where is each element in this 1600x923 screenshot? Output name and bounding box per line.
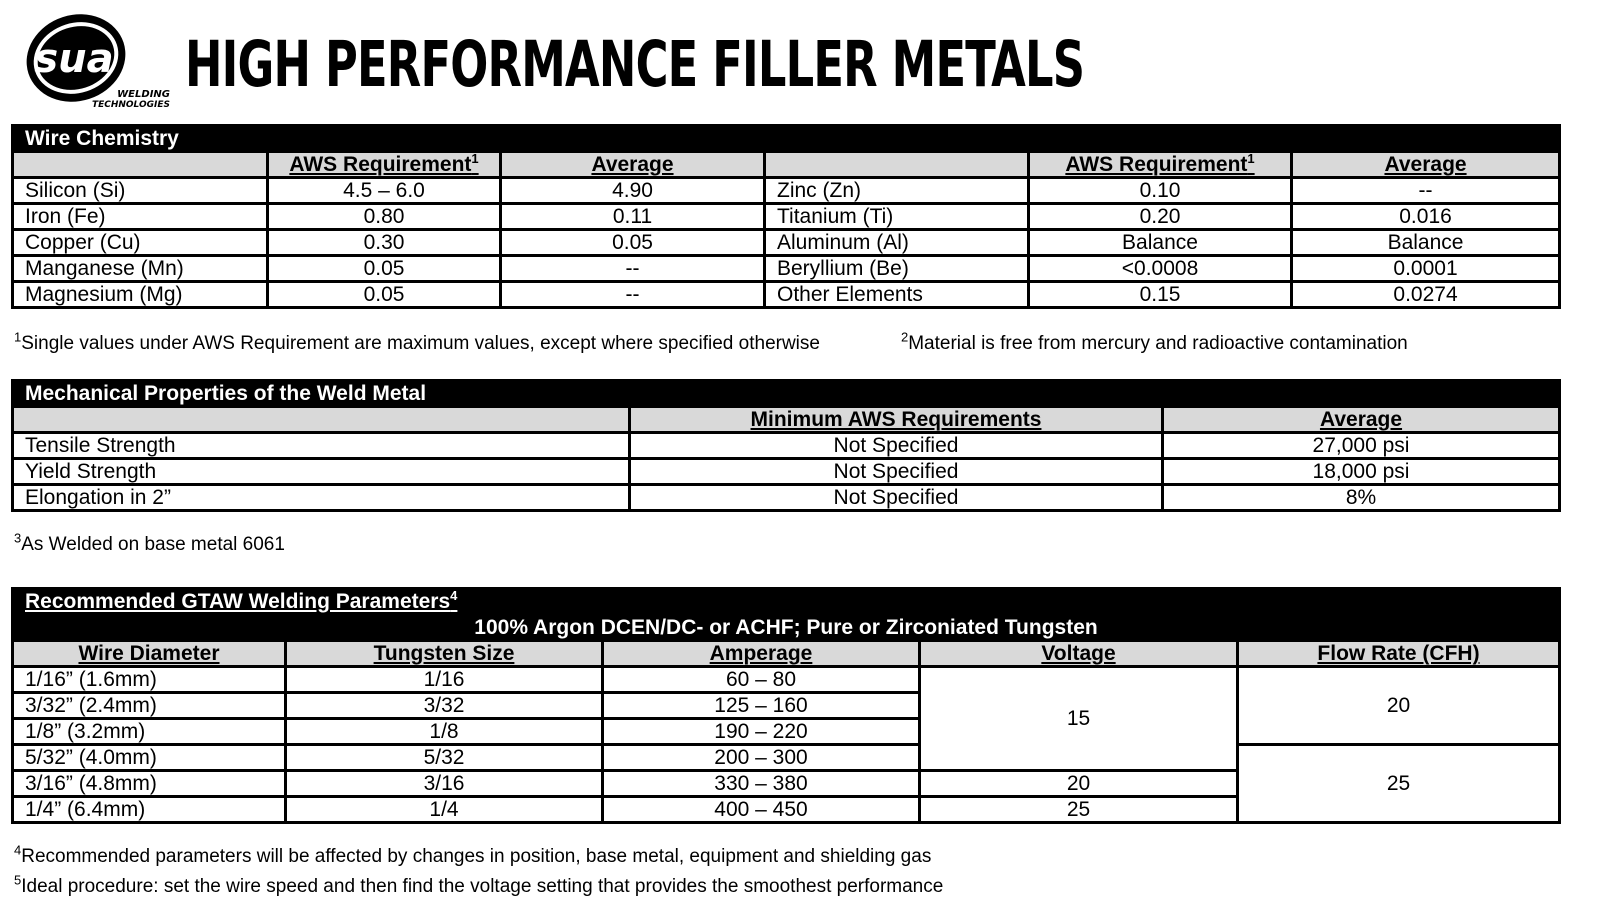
table-row (13, 204, 1560, 230)
aws-value: 0.10 (1029, 178, 1292, 204)
flow-group-b: 25 (1238, 745, 1560, 823)
table-row (13, 745, 1560, 771)
gtaw-subtitle: 100% Argon DCEN/DC- or ACHF; Pure or Zirconiated Tungsten (13, 615, 1560, 641)
gtaw-header-tungsten: Tungsten Size (286, 641, 603, 667)
wire-chem-header-aws-right: AWS Requirement$^1$ (1029, 152, 1292, 178)
table-row (13, 433, 1560, 459)
min-value: Not Specified (630, 485, 1163, 511)
property-name: Elongation in 2” (13, 485, 630, 511)
sua-logo-mark (22, 6, 174, 112)
voltage-group-c: 25 (920, 797, 1238, 823)
amperage: 330 – 380 (603, 771, 920, 797)
average-value: 0.016 (1292, 204, 1560, 230)
amperage: 190 – 220 (603, 719, 920, 745)
voltage-group-b: 20 (920, 771, 1238, 797)
mech-header-min: Minimum AWS Requirements (630, 407, 1163, 433)
footnote-5: $^5$Ideal procedure: set the wire speed and then find the voltage setting that provides the smoothest performance (14, 872, 944, 897)
table-row (13, 282, 1560, 308)
tungsten-size: 5/32 (286, 745, 603, 771)
wire-chem-header-aws-left: AWS Requirement$^1$ (268, 152, 501, 178)
amperage: 400 – 450 (603, 797, 920, 823)
element-name: Silicon (Si) (13, 178, 268, 204)
wire-chemistry-title: Wire Chemistry (13, 126, 1560, 152)
aws-value: 0.30 (268, 230, 501, 256)
aws-value: 4.5 – 6.0 (268, 178, 501, 204)
mech-header-avg: Average (1163, 407, 1560, 433)
logo-sub-welding: WELDING (117, 89, 170, 100)
average-value: -- (501, 282, 765, 308)
table-row (13, 459, 1560, 485)
wire-chem-header-blank-right (765, 152, 1029, 178)
wire-chem-header-avg-left: Average (501, 152, 765, 178)
average-value: 27,000 psi (1163, 433, 1560, 459)
wire-chem-header-blank-left (13, 152, 268, 178)
average-value: 0.0001 (1292, 256, 1560, 282)
wire-diameter: 1/4” (6.4mm) (13, 797, 286, 823)
wire-diameter: 3/16” (4.8mm) (13, 771, 286, 797)
average-value: -- (1292, 178, 1560, 204)
element-name: Magnesium (Mg) (13, 282, 268, 308)
tungsten-size: 3/16 (286, 771, 603, 797)
average-value: 0.11 (501, 204, 765, 230)
element-name: Titanium (Ti) (765, 204, 1029, 230)
voltage-group-a: 15 (920, 667, 1238, 771)
property-name: Yield Strength (13, 459, 630, 485)
average-value: 4.90 (501, 178, 765, 204)
aws-value: Balance (1029, 230, 1292, 256)
element-name: Zinc (Zn) (765, 178, 1029, 204)
sua-logo (22, 6, 174, 112)
aws-value: <0.0008 (1029, 256, 1292, 282)
average-value: -- (501, 256, 765, 282)
element-name: Other Elements (765, 282, 1029, 308)
mechanical-properties-table (11, 379, 1561, 512)
average-value: 18,000 psi (1163, 459, 1560, 485)
average-value: 0.0274 (1292, 282, 1560, 308)
amperage: 125 – 160 (603, 693, 920, 719)
min-value: Not Specified (630, 433, 1163, 459)
gtaw-title: Recommended GTAW Welding Parameters$^4$ (13, 589, 1560, 615)
wire-diameter: 3/32” (2.4mm) (13, 693, 286, 719)
mechanical-title: Mechanical Properties of the Weld Metal (13, 381, 1560, 407)
aws-value: 0.05 (268, 256, 501, 282)
amperage: 200 – 300 (603, 745, 920, 771)
tungsten-size: 1/8 (286, 719, 603, 745)
property-name: Tensile Strength (13, 433, 630, 459)
table-row (13, 485, 1560, 511)
average-value: 8% (1163, 485, 1560, 511)
tungsten-size: 3/32 (286, 693, 603, 719)
page-title: HIGH PERFORMANCE FILLER METALS (185, 28, 1085, 101)
gtaw-header-wire: Wire Diameter (13, 641, 286, 667)
logo-sub-technologies: TECHNOLOGIES (91, 100, 170, 110)
logo-mark-text: sua (34, 36, 114, 82)
element-name: Copper (Cu) (13, 230, 268, 256)
aws-value: 0.15 (1029, 282, 1292, 308)
table-row (13, 178, 1560, 204)
gtaw-header-voltage: Voltage (920, 641, 1238, 667)
footnote-2: $^2$Material is free from mercury and radioactive contamination (901, 329, 1408, 354)
gtaw-parameters-table (11, 587, 1561, 824)
mech-header-blank (13, 407, 630, 433)
footnote-4: $^4$Recommended parameters will be affected by changes in position, base metal, equipment and shielding gas (14, 842, 932, 867)
wire-chemistry-table (11, 124, 1561, 309)
table-row (13, 667, 1560, 693)
footnote-3: $^3$As Welded on base metal 6061 (14, 530, 285, 555)
aws-value: 0.05 (268, 282, 501, 308)
tungsten-size: 1/16 (286, 667, 603, 693)
average-value: Balance (1292, 230, 1560, 256)
flow-group-a: 20 (1238, 667, 1560, 745)
element-name: Beryllium (Be) (765, 256, 1029, 282)
table-row (13, 230, 1560, 256)
average-value: 0.05 (501, 230, 765, 256)
element-name: Manganese (Mn) (13, 256, 268, 282)
amperage: 60 – 80 (603, 667, 920, 693)
wire-chem-header-avg-right: Average (1292, 152, 1560, 178)
tungsten-size: 1/4 (286, 797, 603, 823)
min-value: Not Specified (630, 459, 1163, 485)
aws-value: 0.20 (1029, 204, 1292, 230)
gtaw-header-flow: Flow Rate (CFH) (1238, 641, 1560, 667)
gtaw-header-amperage: Amperage (603, 641, 920, 667)
element-name: Iron (Fe) (13, 204, 268, 230)
footnote-1: $^1$Single values under AWS Requirement are maximum values, except where specified otherwise (14, 329, 820, 354)
wire-diameter: 5/32” (4.0mm) (13, 745, 286, 771)
wire-diameter: 1/16” (1.6mm) (13, 667, 286, 693)
element-name: Aluminum (Al) (765, 230, 1029, 256)
aws-value: 0.80 (268, 204, 501, 230)
wire-diameter: 1/8” (3.2mm) (13, 719, 286, 745)
table-row (13, 256, 1560, 282)
